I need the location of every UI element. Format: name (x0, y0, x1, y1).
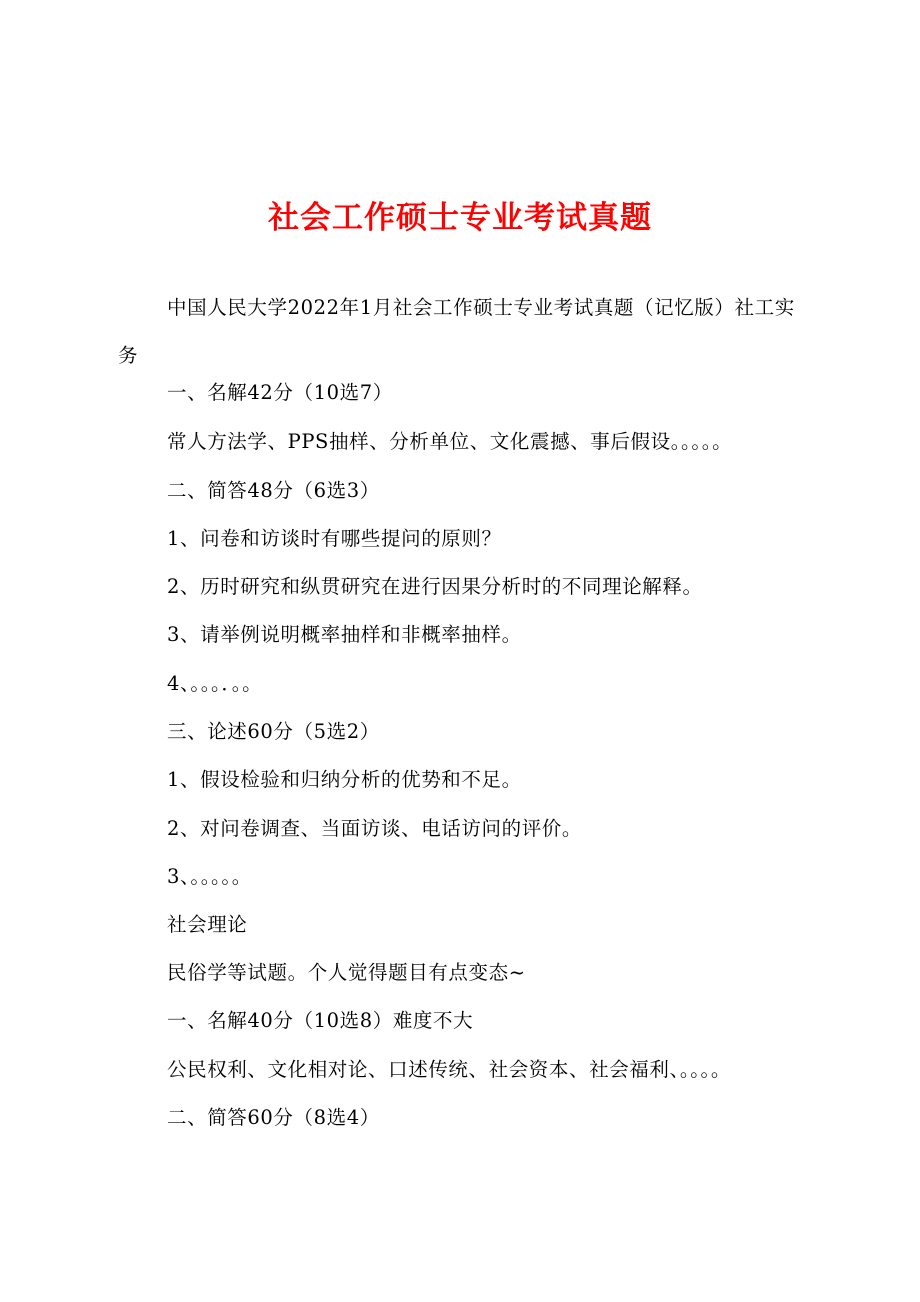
section-3-heading: 三、论述60分（5选2） (167, 720, 380, 743)
section-2-question-3: 3、请举例说明概率抽样和非概率抽样。 (167, 623, 522, 646)
social-theory-note: 民俗学等试题。个人觉得题目有点变态~ (167, 961, 526, 984)
section-2-question-2: 2、历时研究和纵贯研究在进行因果分析时的不同理论解释。 (167, 575, 703, 598)
theory-section-2-heading: 二、简答60分（8选4） (167, 1106, 380, 1129)
section-3-question-2: 2、对问卷调查、当面访谈、电话访问的评价。 (167, 817, 583, 840)
theory-section-1-terms: 公民权利、文化相对论、口述传统、社会资本、社会福利、。。。。 (167, 1058, 732, 1081)
section-2-heading: 二、简答48分（6选3） (167, 479, 380, 502)
theory-section-1-heading: 一、名解40分（10选8）难度不大 (167, 1009, 474, 1032)
section-2-question-4: 4、。。。．。。 (167, 672, 263, 695)
section-1-terms: 常人方法学、PPS抽样、分析单位、文化震撼、事后假设。。。。。 (167, 430, 733, 453)
document-title: 社会工作硕士专业考试真题 (268, 200, 652, 236)
section-2-question-1: 1、问卷和访谈时有哪些提问的原则？ (167, 527, 502, 550)
section-3-question-3: 3、。。。。。 (167, 865, 252, 888)
section-1-heading: 一、名解42分（10选7） (167, 381, 393, 404)
section-3-question-1: 1、假设检验和归纳分析的优势和不足。 (167, 768, 522, 791)
subject-heading-social-theory: 社会理论 (167, 913, 248, 936)
intro-paragraph: 中国人民大学2022年1月社会工作硕士专业考试真题（记忆版）社工实务 (118, 296, 795, 367)
